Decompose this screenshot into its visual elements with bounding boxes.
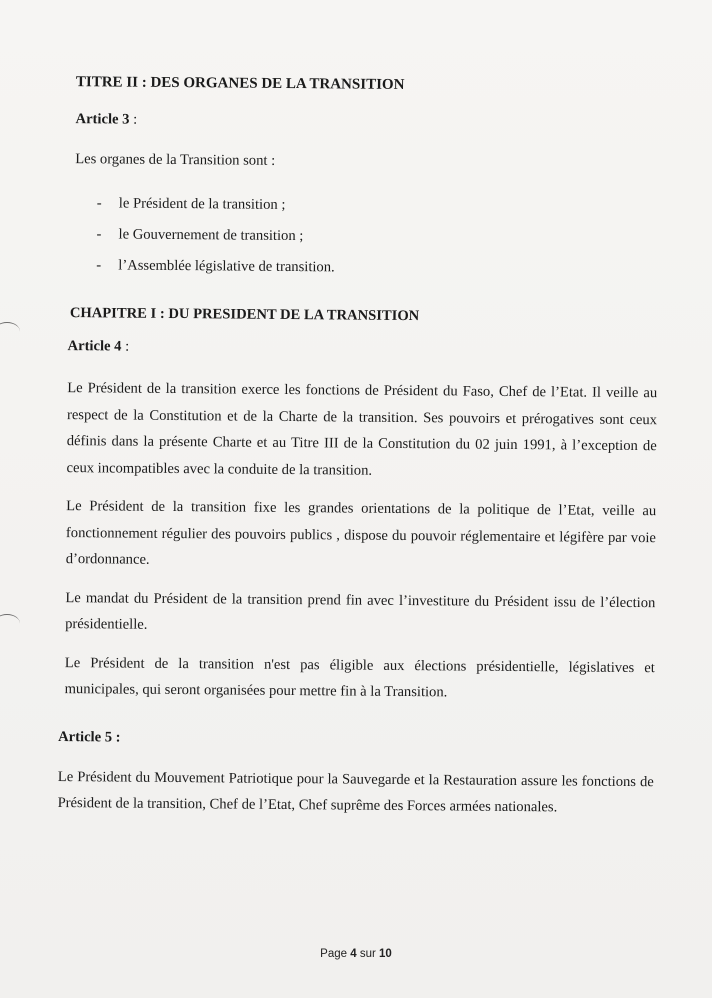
article-5-heading: Article 5 : xyxy=(58,728,121,746)
article-3-label: Article 3 xyxy=(75,111,130,128)
list-item-text: le Gouvernement de transition ; xyxy=(118,226,304,245)
total-page-count: 10 xyxy=(379,948,392,960)
article-3-heading xyxy=(75,107,659,137)
article-4-paragraph: Le Président de la transition fixe les grandes orientations de la politique de l’Etat, veille au fonctionnement régulier des pouvoirs publics , dispose du pouvoir réglementaire et légifère par voie d’ordonnance. xyxy=(65,498,657,568)
footer-of-word: sur xyxy=(359,948,376,960)
list-item: - le Président de la transition ; xyxy=(96,195,286,213)
list-item-text: le Président de la transition ; xyxy=(118,195,286,213)
article-4-heading xyxy=(67,334,657,364)
footer-page-word: Page xyxy=(320,948,348,960)
document-body xyxy=(53,70,659,822)
list-item: - le Gouvernement de transition ; xyxy=(96,226,304,245)
organs-list xyxy=(74,188,659,286)
article-5 xyxy=(57,725,654,822)
punch-hole-mark xyxy=(0,614,20,633)
article-4-paragraph: Le mandat du Président de la transition prend fin avec l’investiture du Président issu de l’élection présidentielle. xyxy=(65,589,656,633)
punch-hole-mark xyxy=(0,322,20,341)
article-4-paragraph: Le Président de la transition exerce les fonctions de Président du Faso, Chef de l’Etat. Il veille au respect de la Constitution et de la Charte de la transition. Ses pouvoirs et prérogatives sont ceux définis dans la présente Charte et au Titre III de la Constitution du 02 juin 1991, à l’exception de ceux incompatibles avec la conduite de la transition. xyxy=(66,380,658,479)
page-footer xyxy=(0,948,712,960)
article-4 xyxy=(64,334,657,708)
title-heading: TITRE II : DES ORGANES DE LA TRANSITION xyxy=(75,74,405,94)
article-5-paragraph: Le Président du Mouvement Patriotique pour la Sauvegarde et la Restauration assure les fonctions de Président de la transition, Chef de l’Etat, Chef suprême des Forces armées nationales. xyxy=(57,768,654,816)
article-4-paragraph: Le Président de la transition n'est pas éligible aux élections présidentielle, législatives et municipales, qui seront organisées pour mettre fin à la Transition. xyxy=(64,654,655,701)
article-4-label: Article 4 xyxy=(67,338,122,355)
article-3-colon: : xyxy=(129,111,138,128)
article-4-colon: : xyxy=(121,338,130,355)
current-page-number: 4 xyxy=(350,948,357,960)
list-item-text: l’Assemblée législative de transition. xyxy=(118,257,335,276)
article-3-intro: Les organes de la Transition sont : xyxy=(75,151,276,169)
list-item: - l’Assemblée législative de transition. xyxy=(96,257,335,276)
chapter-heading: CHAPITRE I : DU PRESIDENT DE LA TRANSITION xyxy=(69,305,420,325)
article-3 xyxy=(74,107,659,286)
